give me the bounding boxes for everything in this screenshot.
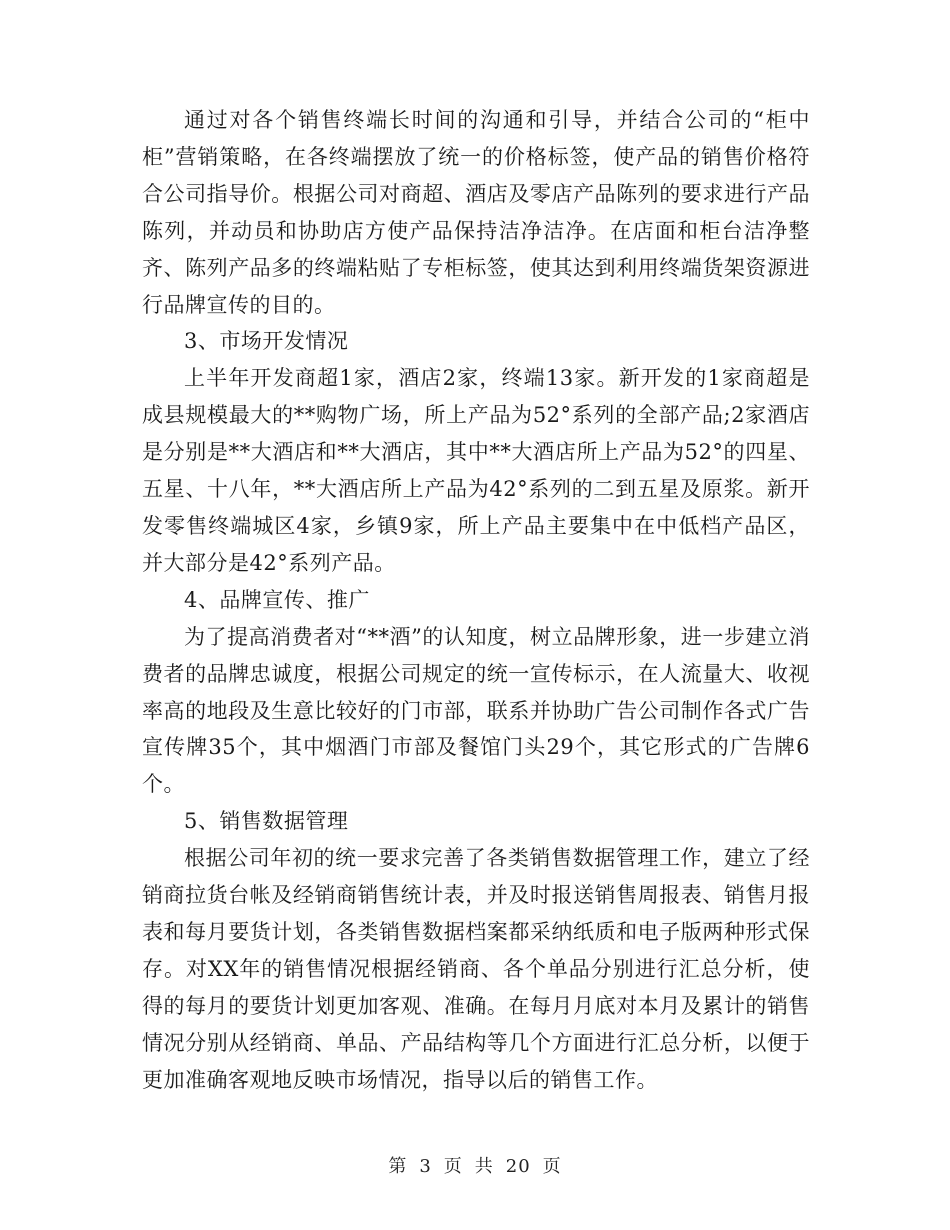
heading-brand-promotion: 4、品牌宣传、推广 [184, 587, 370, 612]
paragraph-market-development: 上半年开发商超1家，酒店2家，终端13家。新开发的1家商超是成县规模最大的**购物广场，所上产品为52°系列的全部产品;2家酒店是分别是**大酒店和**大酒店，其中**大酒店所上产品为52°的四星、五星、十八年，**大酒店所上产品为42°系列的二到五星及原浆。新开发零售终端城区4家，乡镇9家，所上产品主要集中在中低档产品区，并大部分是42°系列产品。 [142, 366, 810, 575]
heading-sales-data-management: 5、销售数据管理 [184, 809, 349, 834]
footer-prefix: 第 [388, 1156, 408, 1177]
footer-total-prefix: 共 [474, 1156, 494, 1177]
page-footer [0, 1152, 950, 1178]
paragraph-sales-data-management: 根据公司年初的统一要求完善了各类销售数据管理工作，建立了经销商拉货台帐及经销商销售统计表，并及时报送销售周报表、销售月报表和每月要货计划，各类销售数据档案都采纳纸质和电子版两种形式保存。对XX年的销售情况根据经销商、各个单品分别进行汇总分析，使得的每月的要货计划更加客观、准确。在每月月底对本月及累计的销售情况分别从经销商、单品、产品结构等几个方面进行汇总分析，以便于更加准确客观地反映市场情况，指导以后的销售工作。 [142, 846, 810, 1092]
heading-market-development: 3、市场开发情况 [184, 329, 349, 354]
footer-page-word: 页 [443, 1156, 463, 1177]
document-body [142, 102, 810, 1098]
footer-total-pages: 20 [505, 1156, 531, 1177]
footer-current-page: 3 [419, 1156, 432, 1177]
paragraph-display-strategy: 通过对各个销售终端长时间的沟通和引导，并结合公司的“柜中柜”营销策略，在各终端摆放了统一的价格标签，使产品的销售价格符合公司指导价。根据公司对商超、酒店及零店产品陈列的要求进行产品陈列，并动员和协助店方使产品保持洁净洁净。在店面和柜台洁净整齐、陈列产品多的终端粘贴了专柜标签，使其达到利用终端货架资源进行品牌宣传的目的。 [142, 108, 810, 317]
footer-page-word-2: 页 [542, 1156, 562, 1177]
paragraph-brand-promotion: 为了提高消费者对“**酒”的认知度，树立品牌形象，进一步建立消费者的品牌忠诚度，根据公司规定的统一宣传标示，在人流量大、收视率高的地段及生意比较好的门市部，联系并协助广告公司制作各式广告宣传牌35个，其中烟酒门市部及餐馆门头29个，其它形式的广告牌6个。 [142, 624, 810, 797]
